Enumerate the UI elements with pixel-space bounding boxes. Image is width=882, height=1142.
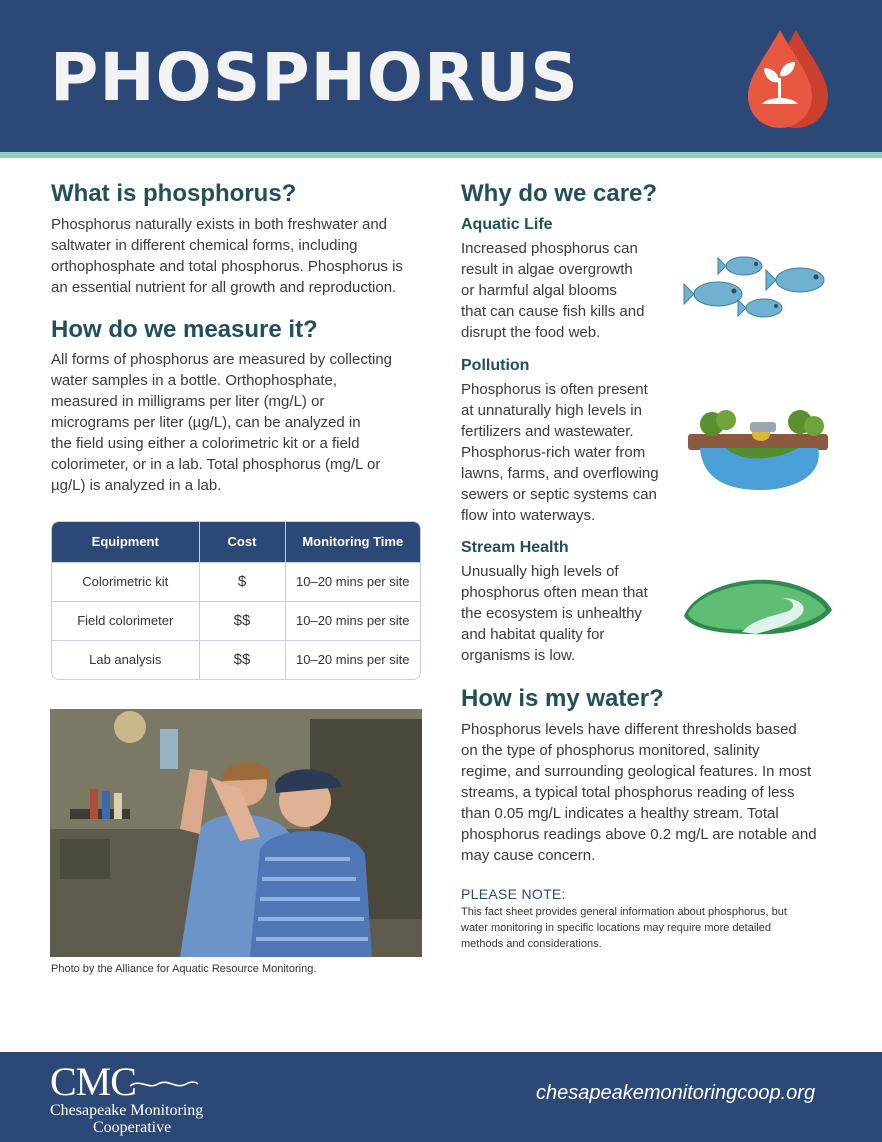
- table-row: [52, 562, 420, 601]
- text-line: or harmful algal blooms: [461, 282, 617, 299]
- table-cell: $: [199, 562, 285, 601]
- text-line: Phosphorus naturally exists in both freshwater and: [51, 216, 388, 233]
- text-line: micrograms per liter (µg/L), can be analyzed in: [51, 414, 361, 431]
- section-heading-care: Why do we care?: [461, 180, 658, 207]
- subheading-stream-health: Stream Health: [461, 539, 569, 556]
- text-line: than 0.05 mg/L indicates a healthy stream. Total: [461, 805, 779, 822]
- header-divider: [0, 152, 882, 158]
- text-line: methods and considerations.: [461, 938, 602, 950]
- photo-caption: Photo by the Alliance for Aquatic Resource Monitoring.: [51, 963, 317, 975]
- section-heading-measure: How do we measure it?: [51, 316, 318, 343]
- text-line: Increased phosphorus can: [461, 240, 638, 257]
- text-line: result in algae overgrowth: [461, 261, 633, 278]
- text-line: sewers or septic systems can: [461, 486, 657, 503]
- text-line: lawns, farms, and overflowing: [461, 465, 659, 482]
- logo-line: Chesapeake Monitoring: [50, 1102, 204, 1119]
- section-heading-water: How is my water?: [461, 685, 664, 712]
- text-line: regime, and surrounding geological features. In most: [461, 763, 812, 780]
- text-line: Unusually high levels of: [461, 563, 619, 580]
- text-line: disrupt the food web.: [461, 324, 601, 341]
- footer-website-link[interactable]: chesapeakemonitoringcoop.org: [536, 1082, 816, 1104]
- text-line: This fact sheet provides general information about phosphorus, but: [461, 906, 787, 918]
- text-line: colorimeter, or in a lab. Total phosphorus (mg/L or: [51, 456, 381, 473]
- note-text: [461, 904, 821, 952]
- table-cell: Field colorimeter: [52, 601, 199, 640]
- fish-icon: [682, 252, 834, 324]
- text-line: phosphorus often mean that: [461, 584, 648, 601]
- page-title: PHOSPHORUS: [50, 39, 579, 116]
- table-row: [52, 601, 420, 640]
- text-line: may cause concern.: [461, 847, 596, 864]
- wave-icon: [128, 1076, 200, 1092]
- column-header: Equipment: [52, 522, 199, 562]
- aquatic-paragraph: [461, 238, 681, 343]
- text-line: the field using either a colorimetric kit or a field: [51, 435, 360, 452]
- text-line: water monitoring in specific locations may require more detailed: [461, 922, 771, 934]
- text-line: measured in milligrams per liter (mg/L) or: [51, 393, 325, 410]
- text-line: Phosphorus-rich water from: [461, 444, 646, 461]
- table-cell: Colorimetric kit: [52, 562, 199, 601]
- table-cell: 10–20 mins per site: [285, 601, 420, 640]
- text-line: that can cause fish kills and: [461, 303, 645, 320]
- text-line: fertilizers and wastewater.: [461, 423, 634, 440]
- column-header: Cost: [199, 522, 285, 562]
- stream-paragraph: [461, 561, 681, 666]
- table-cell: 10–20 mins per site: [285, 640, 420, 679]
- pollution-icon: [686, 404, 832, 494]
- note-heading: PLEASE NOTE:: [461, 886, 566, 902]
- pollution-paragraph: [461, 379, 681, 526]
- text-line: saltwater in different chemical forms, including: [51, 237, 358, 254]
- water-paragraph: [461, 719, 841, 866]
- what-paragraph: [51, 214, 431, 298]
- text-line: on the type of phosphorus monitored, salinity: [461, 742, 760, 759]
- table-cell: 10–20 mins per site: [285, 562, 420, 601]
- text-line: organisms is low.: [461, 647, 576, 664]
- stream-icon: [682, 576, 834, 638]
- table-cell: $$: [199, 601, 285, 640]
- text-line: an essential nutrient for all growth and reproduction.: [51, 279, 397, 296]
- logo-line: Cooperative: [93, 1119, 172, 1136]
- monitoring-photo: [50, 709, 422, 957]
- table-row: [52, 640, 420, 679]
- column-header: Monitoring Time: [285, 522, 420, 562]
- text-line: Phosphorus is often present: [461, 381, 648, 398]
- text-line: All forms of phosphorus are measured by collecting: [51, 351, 393, 368]
- table-cell: $$: [199, 640, 285, 679]
- measure-paragraph: [51, 349, 431, 496]
- text-line: Phosphorus levels have different thresholds based: [461, 721, 797, 738]
- cmc-logo: [50, 1059, 204, 1136]
- text-line: flow into waterways.: [461, 507, 596, 524]
- section-heading-what: What is phosphorus?: [51, 180, 297, 207]
- text-line: phosphorus readings above 0.2 mg/L are notable and: [461, 826, 817, 843]
- text-line: the ecosystem is unhealthy: [461, 605, 642, 622]
- text-line: orthophosphate and total phosphorus. Phosphorus is: [51, 258, 403, 275]
- table-header-row: [52, 522, 420, 562]
- logo-wordmark: CMC: [50, 1059, 136, 1104]
- text-line: at unnaturally high levels in: [461, 402, 642, 419]
- text-line: water samples in a bottle. Orthophosphate,: [51, 372, 337, 389]
- text-line: streams, a typical total phosphorus reading of less: [461, 784, 795, 801]
- text-line: and habitat quality for: [461, 626, 605, 643]
- phosphorus-drop-icon: [740, 26, 832, 130]
- equipment-table: [51, 521, 421, 680]
- table-cell: Lab analysis: [52, 640, 199, 679]
- subheading-aquatic-life: Aquatic Life: [461, 216, 553, 233]
- subheading-pollution: Pollution: [461, 357, 530, 374]
- text-line: µg/L) is analyzed in a lab.: [51, 477, 222, 494]
